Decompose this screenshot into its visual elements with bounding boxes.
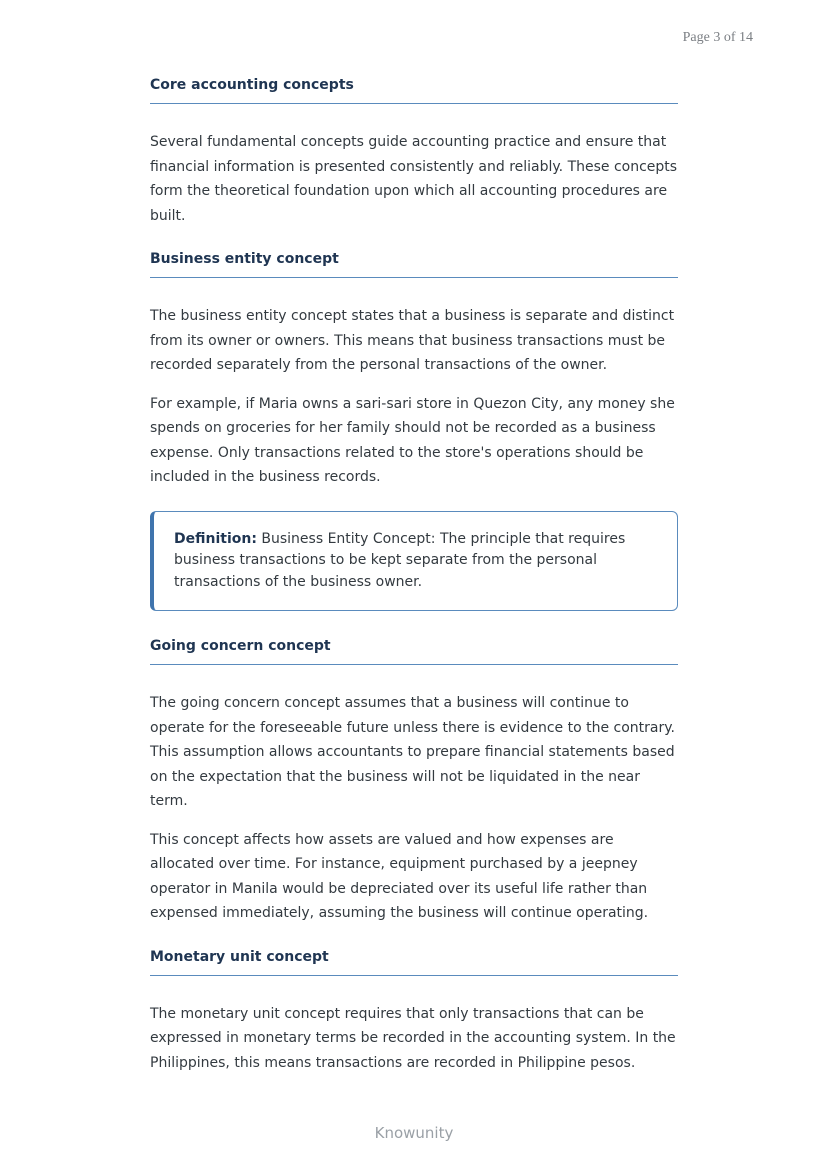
paragraph: This concept affects how assets are valued and how expenses are allocated over time. For instance, equipment purchased by a jeepney operator in Manila would be depreciated over its useful life rather than expensed immediately, assuming the business will continue operating. <box>150 831 649 921</box>
definition-box <box>150 511 678 612</box>
paragraph: The business entity concept states that a business is separate and distinct from its owner or owners. This means that business transactions must be recorded separately from the personal transactions of the owner. <box>150 308 675 373</box>
definition-label: Definition: <box>174 530 257 547</box>
section-heading-core: Core accounting concepts <box>150 76 678 104</box>
paragraph: The monetary unit concept requires that only transactions that can be expressed in monetary terms be recorded in the accounting system. In the Philippines, this means transactions are recorded in Philippine pesos. <box>150 1005 676 1071</box>
section-heading-business-entity: Business entity concept <box>150 250 678 278</box>
section-heading-monetary-unit: Monetary unit concept <box>150 948 678 976</box>
paragraph: The going concern concept assumes that a business will continue to operate for the foreseeable future unless there is evidence to the contrary. This assumption allows accountants to prepare financial statements based on the expectation that the business will not be liquidated in the near term. <box>150 695 675 809</box>
page-number: Page 3 of 14 <box>682 30 753 45</box>
paragraph: For example, if Maria owns a sari-sari store in Quezon City, any money she spends on groceries for her family should not be recorded as a business expense. Only transactions related to the store's operations should be included in the business records. <box>150 395 675 485</box>
definition-text: Business Entity Concept: The principle that requires business transactions to be kept separate from the personal transactions of the business owner. <box>174 530 626 590</box>
document-body <box>150 76 678 1089</box>
section-heading-going-concern: Going concern concept <box>150 637 678 665</box>
footer-brand: Knowunity <box>374 1124 454 1142</box>
paragraph: Several fundamental concepts guide accounting practice and ensure that financial information is presented consistently and reliably. These concepts form the theoretical foundation upon which all accounting procedures are built. <box>150 134 678 224</box>
